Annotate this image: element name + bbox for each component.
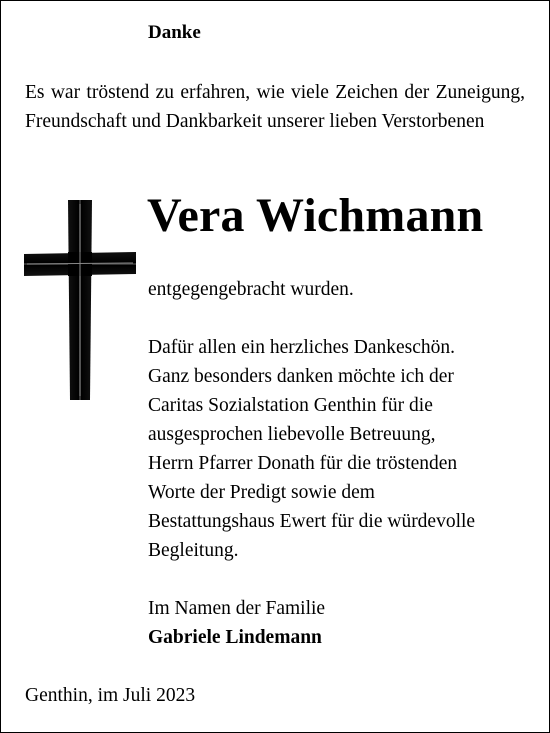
intro-text: Es war tröstend zu erfahren, wie viele Zeichen der Zuneigung, Freundschaft und Dankbarkeit unserer lieben Verstorbenen xyxy=(25,82,525,132)
notice-heading: Danke xyxy=(148,22,201,43)
thanks-line: Ganz besonders danken möchte ich der xyxy=(148,366,454,387)
thanks-line: Begleitung. xyxy=(148,540,239,561)
thanks-line: ausgesprochen liebevolle Betreuung, xyxy=(148,424,436,445)
thanks-line: Dafür allen ein herzliches Dankeschön. xyxy=(148,337,455,358)
signature: Gabriele Lindemann xyxy=(148,627,322,648)
thanks-line: Bestattungshaus Ewert für die würdevolle xyxy=(148,511,476,532)
thanks-line: Herrn Pfarrer Donath für die tröstenden xyxy=(148,453,458,474)
thanks-paragraph xyxy=(148,333,538,565)
deceased-name: Vera Wichmann xyxy=(147,189,484,242)
place-date: Genthin, im Juli 2023 xyxy=(25,685,196,706)
closing-line: Im Namen der Familie xyxy=(148,598,326,619)
after-name-text: entgegengebracht wurden. xyxy=(148,279,354,300)
thanks-line: Worte der Predigt sowie dem xyxy=(148,482,375,503)
thanks-line: Caritas Sozialstation Genthin für die xyxy=(148,395,433,416)
cross-icon xyxy=(24,200,136,400)
notice-body xyxy=(148,275,538,652)
